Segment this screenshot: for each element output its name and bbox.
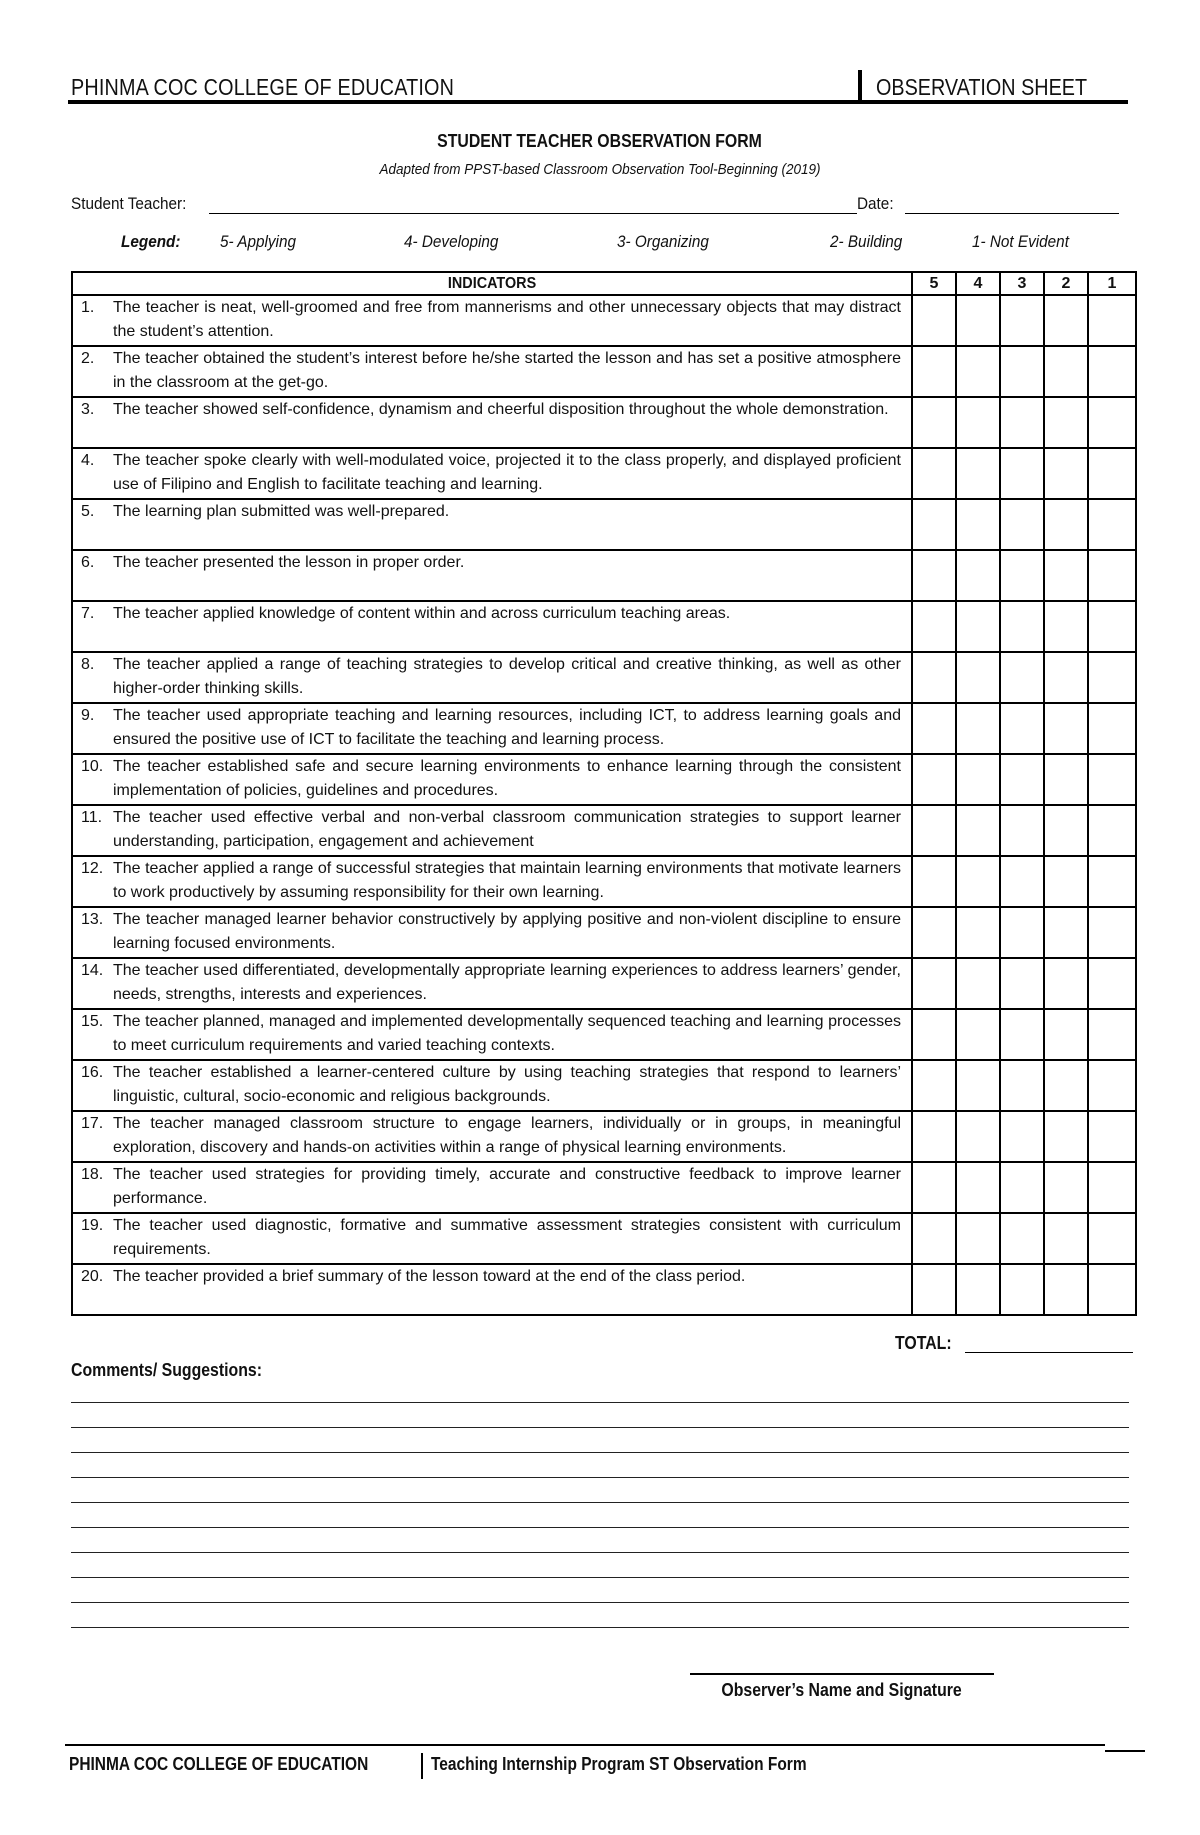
indicator-cell xyxy=(72,652,912,703)
score-cell-5[interactable] xyxy=(912,958,956,1009)
score-cell-1[interactable] xyxy=(1088,652,1136,703)
total-field[interactable] xyxy=(965,1352,1133,1353)
score-cell-2[interactable] xyxy=(1044,958,1088,1009)
score-cell-3[interactable] xyxy=(1000,1111,1044,1162)
signature-line[interactable] xyxy=(690,1673,994,1675)
score-cell-3[interactable] xyxy=(1000,754,1044,805)
score-cell-2[interactable] xyxy=(1044,703,1088,754)
table-row xyxy=(72,601,1136,652)
score-cell-2[interactable] xyxy=(1044,805,1088,856)
indicator-text: The teacher used differentiated, developmentally appropriate learning experiences to address learners’ gender, needs, strengths, interests and experiences. xyxy=(113,962,901,1003)
score-cell-4[interactable] xyxy=(956,703,1000,754)
indicator-text: The teacher applied a range of successful strategies that maintain learning environments that motivate learners to work productively by assuming responsibility for their own learning. xyxy=(113,860,901,901)
score-cell-4[interactable] xyxy=(956,346,1000,397)
score-cell-5[interactable] xyxy=(912,1009,956,1060)
score-cell-1[interactable] xyxy=(1088,346,1136,397)
score-cell-5[interactable] xyxy=(912,448,956,499)
indicator-text: The teacher managed learner behavior constructively by applying positive and non-violent discipline to ensure learning focused environments. xyxy=(113,911,901,952)
score-cell-1[interactable] xyxy=(1088,448,1136,499)
score-cell-3[interactable] xyxy=(1000,1060,1044,1111)
indicator-cell xyxy=(72,1213,912,1264)
score-cell-3[interactable] xyxy=(1000,1009,1044,1060)
legend-item: 3- Organizing xyxy=(617,232,709,251)
score-cell-5[interactable] xyxy=(912,499,956,550)
score-cell-4[interactable] xyxy=(956,805,1000,856)
score-cell-1[interactable] xyxy=(1088,1060,1136,1111)
footer-school: PHINMA COC COLLEGE OF EDUCATION xyxy=(69,1754,369,1774)
score-header-5: 5 xyxy=(912,272,956,295)
indicator-cell xyxy=(72,754,912,805)
indicator-number: 7. xyxy=(81,605,95,622)
score-cell-1[interactable] xyxy=(1088,1264,1136,1315)
footer-program: Teaching Internship Program ST Observation Form xyxy=(431,1754,807,1774)
indicator-cell xyxy=(72,958,912,1009)
score-cell-5[interactable] xyxy=(912,1162,956,1213)
score-cell-5[interactable] xyxy=(912,397,956,448)
table-row xyxy=(72,1060,1136,1111)
legend xyxy=(0,232,1200,256)
table-row xyxy=(72,958,1136,1009)
comment-line[interactable] xyxy=(71,1627,1129,1628)
score-cell-2[interactable] xyxy=(1044,1060,1088,1111)
table-row xyxy=(72,1213,1136,1264)
indicator-number: 10. xyxy=(81,758,104,775)
indicator-text: The teacher provided a brief summary of the lesson toward at the end of the class period. xyxy=(113,1268,746,1285)
score-cell-3[interactable] xyxy=(1000,601,1044,652)
indicator-number: 15. xyxy=(81,1013,104,1030)
indicator-cell xyxy=(72,448,912,499)
indicator-number: 17. xyxy=(81,1115,104,1132)
score-cell-5[interactable] xyxy=(912,1060,956,1111)
legend-item: 5- Applying xyxy=(220,232,296,251)
indicator-cell xyxy=(72,1162,912,1213)
indicator-cell xyxy=(72,397,912,448)
indicator-number: 9. xyxy=(81,707,95,724)
indicator-cell xyxy=(72,1111,912,1162)
score-cell-3[interactable] xyxy=(1000,295,1044,346)
table-row xyxy=(72,295,1136,346)
score-cell-2[interactable] xyxy=(1044,601,1088,652)
indicator-text: The learning plan submitted was well-prepared. xyxy=(113,503,450,520)
score-cell-4[interactable] xyxy=(956,958,1000,1009)
indicator-text: The teacher used appropriate teaching and learning resources, including ICT, to address learning goals and ensured the positive use of ICT to facilitate the teaching and learning process. xyxy=(113,707,901,748)
comment-line[interactable] xyxy=(71,1502,1129,1503)
indicator-number: 18. xyxy=(81,1166,104,1183)
score-cell-2[interactable] xyxy=(1044,295,1088,346)
score-cell-1[interactable] xyxy=(1088,805,1136,856)
school-name: PHINMA COC COLLEGE OF EDUCATION xyxy=(71,74,455,100)
indicator-number: 1. xyxy=(81,299,95,316)
indicator-cell xyxy=(72,499,912,550)
comment-line[interactable] xyxy=(71,1577,1129,1578)
score-cell-5[interactable] xyxy=(912,703,956,754)
score-cell-1[interactable] xyxy=(1088,1009,1136,1060)
indicator-cell xyxy=(72,1264,912,1315)
comment-line[interactable] xyxy=(71,1477,1129,1478)
footer-tick xyxy=(1105,1750,1145,1752)
score-cell-1[interactable] xyxy=(1088,499,1136,550)
legend-item: 4- Developing xyxy=(404,232,499,251)
score-cell-3[interactable] xyxy=(1000,346,1044,397)
legend-item: 1- Not Evident xyxy=(972,232,1069,251)
form-title: STUDENT TEACHER OBSERVATION FORM xyxy=(437,131,763,151)
indicators-table xyxy=(71,271,1137,1316)
table-row xyxy=(72,397,1136,448)
table-row xyxy=(72,448,1136,499)
score-cell-2[interactable] xyxy=(1044,550,1088,601)
score-cell-5[interactable] xyxy=(912,601,956,652)
score-cell-1[interactable] xyxy=(1088,958,1136,1009)
score-cell-2[interactable] xyxy=(1044,1213,1088,1264)
indicator-text: The teacher presented the lesson in proper order. xyxy=(113,554,465,571)
score-cell-5[interactable] xyxy=(912,1111,956,1162)
indicator-number: 14. xyxy=(81,962,104,979)
score-header-2: 2 xyxy=(1044,272,1088,295)
footer-rule xyxy=(65,1744,1105,1746)
score-cell-1[interactable] xyxy=(1088,907,1136,958)
indicator-cell xyxy=(72,346,912,397)
score-cell-1[interactable] xyxy=(1088,703,1136,754)
score-cell-4[interactable] xyxy=(956,1060,1000,1111)
table-row xyxy=(72,754,1136,805)
score-cell-4[interactable] xyxy=(956,601,1000,652)
indicator-number: 16. xyxy=(81,1064,104,1081)
table-row xyxy=(72,499,1136,550)
indicator-number: 2. xyxy=(81,350,95,367)
indicator-number: 11. xyxy=(81,809,103,826)
indicator-text: The teacher applied knowledge of content within and across curriculum teaching areas. xyxy=(113,605,731,622)
score-cell-1[interactable] xyxy=(1088,1213,1136,1264)
score-cell-5[interactable] xyxy=(912,346,956,397)
header-divider xyxy=(858,70,862,100)
score-cell-1[interactable] xyxy=(1088,856,1136,907)
indicator-number: 6. xyxy=(81,554,95,571)
table-row xyxy=(72,1264,1136,1315)
table-row xyxy=(72,856,1136,907)
indicator-text: The teacher is neat, well-groomed and free from mannerisms and other unnecessary objects that may distract the student’s attention. xyxy=(113,299,901,340)
table-row xyxy=(72,1111,1136,1162)
score-cell-4[interactable] xyxy=(956,1213,1000,1264)
score-cell-1[interactable] xyxy=(1088,295,1136,346)
score-cell-2[interactable] xyxy=(1044,652,1088,703)
score-cell-2[interactable] xyxy=(1044,397,1088,448)
score-cell-5[interactable] xyxy=(912,1264,956,1315)
comment-line[interactable] xyxy=(71,1527,1129,1528)
legend-label: Legend: xyxy=(121,232,181,251)
indicator-number: 3. xyxy=(81,401,95,418)
table-row xyxy=(72,550,1136,601)
score-cell-4[interactable] xyxy=(956,397,1000,448)
score-cell-3[interactable] xyxy=(1000,1264,1044,1315)
score-cell-3[interactable] xyxy=(1000,550,1044,601)
total-row xyxy=(895,1333,1135,1357)
score-cell-4[interactable] xyxy=(956,1162,1000,1213)
table-row xyxy=(72,346,1136,397)
score-cell-2[interactable] xyxy=(1044,448,1088,499)
indicator-text: The teacher established safe and secure learning environments to enhance learning through the consistent implementation of policies, guidelines and procedures. xyxy=(113,758,901,799)
score-cell-4[interactable] xyxy=(956,856,1000,907)
score-cell-3[interactable] xyxy=(1000,397,1044,448)
score-cell-4[interactable] xyxy=(956,1264,1000,1315)
score-cell-4[interactable] xyxy=(956,754,1000,805)
score-cell-2[interactable] xyxy=(1044,754,1088,805)
comment-line[interactable] xyxy=(71,1427,1129,1428)
total-label: TOTAL: xyxy=(895,1333,952,1353)
score-cell-5[interactable] xyxy=(912,652,956,703)
score-cell-3[interactable] xyxy=(1000,958,1044,1009)
indicator-text: The teacher managed classroom structure to engage learners, individually or in groups, in meaningful exploration, discovery and hands-on activities within a range of physical learning environments. xyxy=(113,1115,901,1156)
score-cell-3[interactable] xyxy=(1000,703,1044,754)
score-cell-4[interactable] xyxy=(956,448,1000,499)
score-cell-5[interactable] xyxy=(912,295,956,346)
score-cell-2[interactable] xyxy=(1044,907,1088,958)
indicator-text: The teacher showed self-confidence, dynamism and cheerful disposition throughout the whole demonstration. xyxy=(113,401,889,418)
comment-line[interactable] xyxy=(71,1552,1129,1553)
student-teacher-label: Student Teacher: xyxy=(71,194,187,213)
score-cell-1[interactable] xyxy=(1088,754,1136,805)
form-subtitle: Adapted from PPST-based Classroom Observation Tool-Beginning (2019) xyxy=(379,161,821,178)
table-row xyxy=(72,703,1136,754)
score-cell-3[interactable] xyxy=(1000,856,1044,907)
score-cell-2[interactable] xyxy=(1044,499,1088,550)
indicator-number: 5. xyxy=(81,503,95,520)
indicator-text: The teacher spoke clearly with well-modulated voice, projected it to the class properly, and displayed proficient use of Filipino and English to facilitate teaching and learning. xyxy=(113,452,901,493)
score-cell-5[interactable] xyxy=(912,907,956,958)
score-header-4: 4 xyxy=(956,272,1000,295)
date-field[interactable] xyxy=(905,213,1119,214)
table-row xyxy=(72,1009,1136,1060)
score-cell-2[interactable] xyxy=(1044,346,1088,397)
score-cell-5[interactable] xyxy=(912,550,956,601)
score-cell-3[interactable] xyxy=(1000,499,1044,550)
indicator-cell xyxy=(72,1009,912,1060)
score-cell-1[interactable] xyxy=(1088,1111,1136,1162)
score-header-3: 3 xyxy=(1000,272,1044,295)
indicator-number: 13. xyxy=(81,911,104,928)
score-cell-4[interactable] xyxy=(956,295,1000,346)
indicator-number: 20. xyxy=(81,1268,104,1285)
indicator-text: The teacher applied a range of teaching strategies to develop critical and creative thinking, as well as other higher-order thinking skills. xyxy=(113,656,901,697)
score-cell-2[interactable] xyxy=(1044,856,1088,907)
indicator-number: 8. xyxy=(81,656,95,673)
score-cell-2[interactable] xyxy=(1044,1111,1088,1162)
table-row xyxy=(72,1162,1136,1213)
table-header-row xyxy=(72,272,1136,295)
comment-line[interactable] xyxy=(71,1452,1129,1453)
score-cell-3[interactable] xyxy=(1000,652,1044,703)
indicator-text: The teacher obtained the student’s interest before he/she started the lesson and has set a positive atmosphere in the classroom at the get-go. xyxy=(113,350,901,391)
score-cell-1[interactable] xyxy=(1088,1162,1136,1213)
comment-line[interactable] xyxy=(71,1602,1129,1603)
score-cell-4[interactable] xyxy=(956,550,1000,601)
score-cell-4[interactable] xyxy=(956,499,1000,550)
indicator-number: 4. xyxy=(81,452,95,469)
score-cell-2[interactable] xyxy=(1044,1264,1088,1315)
indicator-cell xyxy=(72,805,912,856)
score-cell-1[interactable] xyxy=(1088,397,1136,448)
score-cell-3[interactable] xyxy=(1000,805,1044,856)
table-row xyxy=(72,652,1136,703)
indicator-number: 19. xyxy=(81,1217,104,1234)
score-cell-4[interactable] xyxy=(956,652,1000,703)
score-cell-4[interactable] xyxy=(956,1009,1000,1060)
student-teacher-field[interactable] xyxy=(209,213,857,214)
page-header xyxy=(68,70,1128,104)
score-cell-5[interactable] xyxy=(912,805,956,856)
indicator-cell xyxy=(72,1060,912,1111)
table-row xyxy=(72,907,1136,958)
score-cell-5[interactable] xyxy=(912,856,956,907)
score-cell-3[interactable] xyxy=(1000,907,1044,958)
indicator-cell xyxy=(72,703,912,754)
score-cell-4[interactable] xyxy=(956,1111,1000,1162)
indicator-text: The teacher used strategies for providing timely, accurate and constructive feedback to improve learner performance. xyxy=(113,1166,901,1207)
student-teacher-row xyxy=(71,194,1111,218)
score-cell-3[interactable] xyxy=(1000,448,1044,499)
score-header-1: 1 xyxy=(1088,272,1136,295)
score-cell-1[interactable] xyxy=(1088,550,1136,601)
indicator-cell xyxy=(72,550,912,601)
score-cell-2[interactable] xyxy=(1044,1162,1088,1213)
indicator-text: The teacher used effective verbal and non-verbal classroom communication strategies to support learner understanding, participation, engagement and achievement xyxy=(113,809,901,850)
signature-label: Observer’s Name and Signature xyxy=(721,1680,963,1700)
indicators-body xyxy=(72,295,1136,1315)
indicator-cell xyxy=(72,856,912,907)
comments-label: Comments/ Suggestions: xyxy=(71,1360,262,1380)
indicator-cell xyxy=(72,907,912,958)
score-cell-3[interactable] xyxy=(1000,1162,1044,1213)
score-cell-1[interactable] xyxy=(1088,601,1136,652)
sheet-label: OBSERVATION SHEET xyxy=(876,74,1088,100)
indicator-cell xyxy=(72,601,912,652)
page-footer xyxy=(65,1744,1145,1784)
date-label: Date: xyxy=(857,194,894,213)
comment-line[interactable] xyxy=(71,1402,1129,1403)
score-cell-2[interactable] xyxy=(1044,1009,1088,1060)
indicator-number: 12. xyxy=(81,860,104,877)
footer-divider xyxy=(421,1753,423,1779)
indicator-text: The teacher used diagnostic, formative and summative assessment strategies consistent with curriculum requirements. xyxy=(113,1217,901,1258)
indicator-text: The teacher established a learner-centered culture by using teaching strategies that respond to learners’ linguistic, cultural, socio-economic and religious backgrounds. xyxy=(113,1064,901,1105)
indicator-text: The teacher planned, managed and implemented developmentally sequenced teaching and learning processes to meet curriculum requirements and varied teaching contexts. xyxy=(113,1013,901,1054)
indicator-cell xyxy=(72,295,912,346)
score-cell-5[interactable] xyxy=(912,754,956,805)
score-cell-3[interactable] xyxy=(1000,1213,1044,1264)
table-row xyxy=(72,805,1136,856)
score-cell-5[interactable] xyxy=(912,1213,956,1264)
indicators-header: INDICATORS xyxy=(72,272,912,295)
legend-item: 2- Building xyxy=(830,232,903,251)
score-cell-4[interactable] xyxy=(956,907,1000,958)
